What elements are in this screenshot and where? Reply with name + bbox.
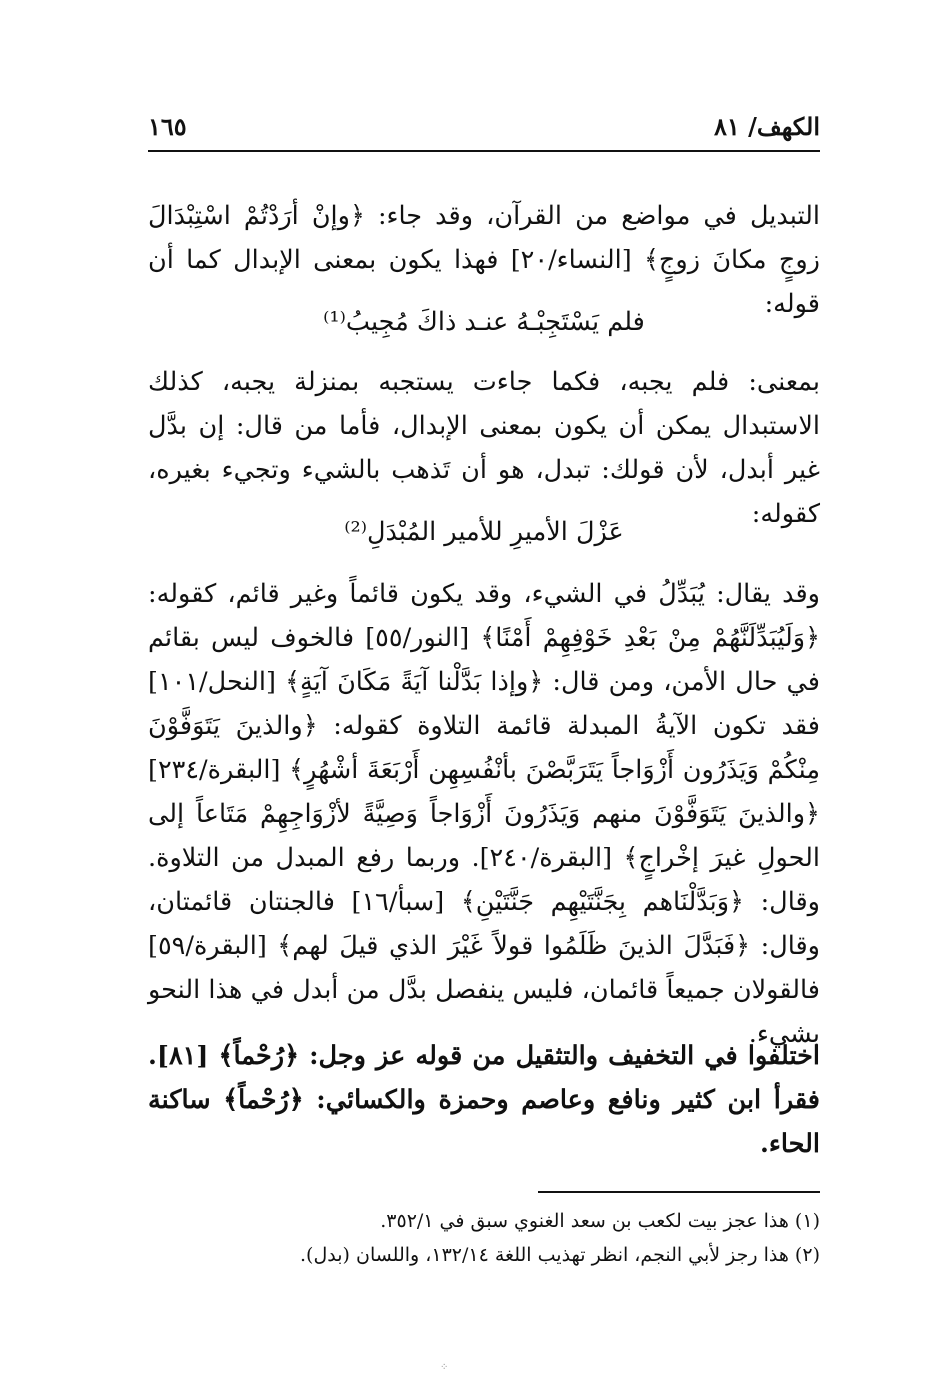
paragraph-2: بمعنى: فلم يجبه، فكما جاءت يستجبه بمنزلة يجبه، كذلك الاستبدال يمكن أن يكون بمعنى الإبدال، فأما من قال: إن بدَّل غير أبدل، لأن قولك: تبدل، هو أن تَذهب بالشيء وتجيء بغيره، كقوله: (148, 367, 820, 529)
footnote-2: (٢) هذا رجز لأبي النجم، انظر تهذيب اللغة ١٣٢/١٤، واللسان (بدل). (300, 1244, 820, 1266)
scan-speck: ⁘ (440, 1362, 449, 1373)
verse-2: عَزْلَ الأميرِ للأمير المُبْدَلِ⁽²⁾ (344, 517, 624, 547)
paragraph-3: وقد يقال: يُبَدِّلُ في الشيء، وقد يكون قائماً وغير قائم، كقوله: ﴿وَلَيُبَدِّلَنَّهُمْ مِنْ بَعْدِ خَوْفِهِمْ أَمْنًا﴾ [النور/٥٥] فالخوف ليس بقائم في حال الأمن، ومن قال: ﴿وإذا بَدَّلْنا آيَةً مَكَانَ آيَةٍ﴾ [النحل/١٠١] فقد تكون الآيةُ المبدلة قائمة التلاوة كقوله: ﴿والذينَ يَتَوَفَّوْنَ مِنْكُمْ وَيَذَرُون أَزْوَاجاً يَتَرَبَّصْنَ بأنْفُسِهِن أَرْبَعَةَ أشْهُرٍ﴾ [البقرة/٢٣٤] ﴿والذينَ يَتَوَفَّوْنَ منهم وَيَذَرُونَ أَزْوَاجاً وَصِيَّةً لأزْوَاجِهِمْ مَتَاعاً إلى الحولِ غيرَ إخْراجٍ﴾ [البقرة/٢٤٠]. وربما رفع المبدل من التلاوة. وقال: ﴿وَبَدَّلْنَاهم بِجَنَّتَيْهِم جَنَّتَيْنِ﴾ [سبأ/١٦] فالجنتان قائمتان، وقال: ﴿فَبَدَّلَ الذينَ ظَلَمُوا قولاً غَيْرَ الذي قيلَ لهم﴾ [البقرة/٥٩] فالقولان جميعاً قائمان، فليس ينفصل بدَّل من أبدل في هذا النحو بشيء. (148, 579, 821, 1049)
footnote-1: (١) هذا عجز بيت لكعب بن سعد الغنوي سبق في ٣٥٢/١. (380, 1210, 820, 1232)
header-divider (148, 150, 820, 152)
verse-1: فلم يَسْتَجِبْـهُ عنـد ذاكَ مُجِيبُ⁽¹⁾ (323, 307, 645, 337)
page-header (148, 108, 820, 148)
paragraph-1: التبديل في مواضع من القرآن، وقد جاء: ﴿وإنْ أرَدْتُمْ اسْتِبْدَالَ زوجٍ مكانَ زوجٍ﴾ [النساء/٢٠] فهذا يكون بمعنى الإبدال كما أن قوله: (148, 201, 820, 319)
footnote-divider (538, 1191, 820, 1193)
footnotes (148, 1204, 820, 1272)
paragraph-4-readings: اختلفوا في التخفيف والتثقيل من قوله عز وجل: ﴿رُحْماً﴾ [٨١]. فقرأ ابن كثير ونافع وعاصم وحمزة والكسائي: ﴿رُحْماً﴾ ساكنة الحاء. (148, 1041, 820, 1159)
page-number: ١٦٥ (148, 112, 187, 141)
running-title: الكهف/ ٨١ (713, 112, 820, 141)
